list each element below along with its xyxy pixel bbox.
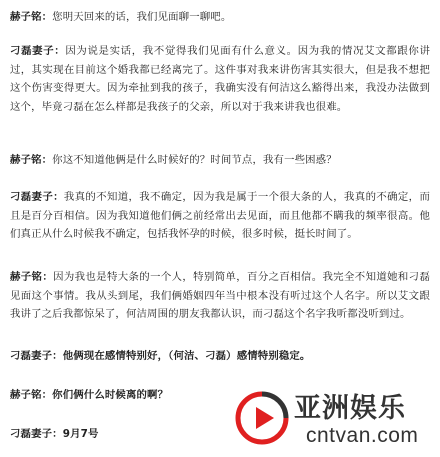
speaker-label: 赫子铭： [10, 389, 53, 401]
speaker-label: 刁磊妻子： [10, 45, 66, 57]
watermark-cn: 亚洲娱乐 [294, 393, 406, 424]
paragraph-3 [10, 151, 430, 170]
watermark-en: cntvan.com [306, 424, 419, 447]
paragraph-text: 他俩现在感情特别好，（何洁、刁磊）感情特别稳定。 [62, 350, 311, 362]
play-logo-icon [234, 390, 290, 446]
paragraph-4 [10, 188, 430, 244]
speaker-label: 赫子铭： [10, 11, 53, 23]
paragraph-text: 你这不知道他俩是什么时候好的？时间节点，我有一些困惑？ [52, 154, 337, 166]
paragraph-text: 我真的不知道，我不确定，因为我是属于一个很大条的人，我真的不确定，而且是百分百相信。因为我知道他们俩之前经常出去见面，而且他都不瞒我的频率很高。他们真正从什么时候我不确定，包括我怀孕的时候，很多时候，挺长时间了。 [10, 191, 430, 240]
watermark [234, 386, 440, 457]
paragraph-6 [10, 347, 430, 366]
paragraph-2 [10, 42, 430, 116]
paragraph-1 [10, 8, 430, 27]
paragraph-text: 你们俩什么时候离的啊？ [52, 389, 169, 401]
speaker-label: 刁磊妻子： [10, 191, 64, 203]
paragraph-text: 9月7号 [62, 428, 99, 440]
paragraph-text: 您明天回来的话，我们见面聊一聊吧。 [52, 11, 232, 23]
speaker-label: 赫子铭： [10, 154, 53, 166]
paragraph-5 [10, 268, 430, 324]
paragraph-text: 因为我也是特大条的一个人，特别简单，百分之百相信。我完全不知道她和刁磊见面这个事情。我从头到尾，我们俩婚姻四年当中根本没有听过这个人名字。所以艾文跟我讲了之后我都惊呆了，何洁周围的朋友我都认识，而刁磊这个名字我听都没听到过。 [10, 271, 430, 320]
speaker-label: 刁磊妻子： [10, 350, 63, 362]
paragraph-text: 因为说是实话，我不觉得我们见面有什么意义。因为我的情况艾文都跟你讲过，其实现在目前这个婚我都已经离完了。这件事对我来讲伤害其实很大，但是我不想把这个伤害变得更大。因为牵扯到我的孩子，我确实没有何洁这么豁得出来，我没办法做到这个，毕竟刁磊在怎么样都是我孩子的父亲，所以对于我来讲我也很难。 [10, 45, 431, 113]
speaker-label: 刁磊妻子： [10, 428, 63, 440]
speaker-label: 赫子铭： [10, 271, 54, 283]
